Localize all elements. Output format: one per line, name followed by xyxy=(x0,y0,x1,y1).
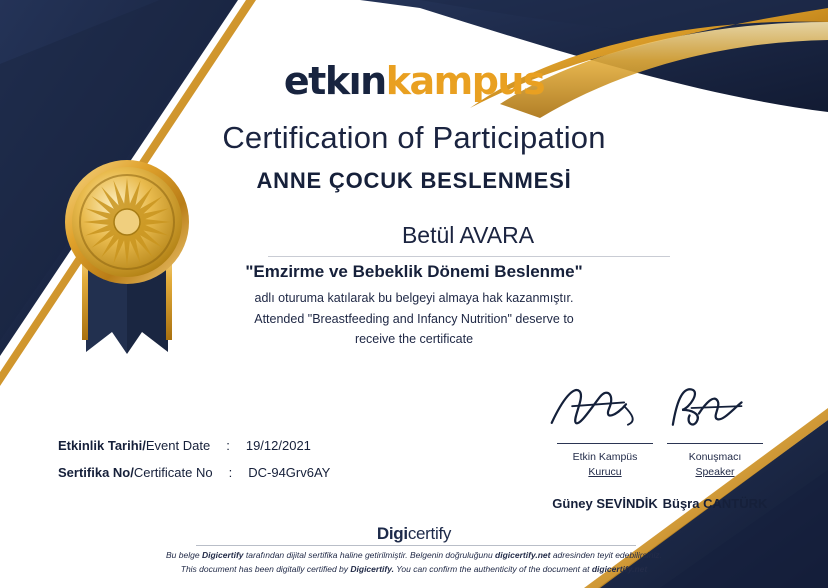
footer-line-tr xyxy=(114,548,714,562)
description-line-en-1: Attended "Breastfeeding and Infancy Nutrition" deserve to xyxy=(254,311,574,326)
digicertify-logo-bold: Digi xyxy=(376,524,408,543)
recipient-name: Betül AVARA xyxy=(401,222,535,248)
signature-role-en-speaker: Speaker xyxy=(695,466,735,479)
signature-divider-founder xyxy=(557,443,653,444)
logo-text-secondary: kampus xyxy=(385,59,545,103)
signature-block-speaker xyxy=(640,382,790,511)
certificate-no-label-tr: Sertifika No/ xyxy=(58,465,134,480)
recipient-divider xyxy=(268,256,670,257)
event-date-row xyxy=(58,438,330,453)
footer-en-c: You can confirm the authenticity of the document at xyxy=(394,564,592,575)
certificate-no-value: DC-94Grv6AY xyxy=(248,465,331,480)
footer-tr-c: tarafından dijital sertifika haline getirilmiştir. Belgenin doğruluğunu xyxy=(243,550,496,560)
event-date-separator: : xyxy=(226,438,230,453)
certificate-details xyxy=(58,438,330,492)
course-name: "Emzirme ve Bebeklik Dönemi Beslenme" xyxy=(245,262,583,281)
description-line-tr: adlı oturuma katılarak bu belgeyi almaya hak kazanmıştır. xyxy=(254,291,574,305)
certificate-description xyxy=(164,288,664,350)
footer-disclaimer xyxy=(114,548,714,577)
footer-divider xyxy=(196,545,636,546)
signature-name-speaker: Büşra CANTÜRK xyxy=(662,496,768,512)
signature-name-founder: Güney SEVİNDİK xyxy=(552,496,658,512)
certificate-no-separator: : xyxy=(228,465,233,480)
brand-logo xyxy=(0,59,828,103)
footer-en-b: Digicertify. xyxy=(350,564,394,575)
footer-en-a: This document has been digitally certified by xyxy=(180,564,351,575)
signature-role-en-founder: Kurucu xyxy=(588,466,622,479)
certificate-subtitle: ANNE ÇOCUK BESLENMESİ xyxy=(256,168,572,193)
signature-role-tr-speaker: Konuşmacı xyxy=(688,451,742,463)
digicertify-logo xyxy=(0,524,828,544)
certificate-title: Certification of Participation xyxy=(222,120,606,155)
certificate-no-row xyxy=(58,465,330,480)
footer-line-en xyxy=(114,562,714,576)
signature-divider-speaker xyxy=(667,443,763,444)
footer-tr-b: Digicertify xyxy=(201,550,244,560)
description-line-en-2: receive the certificate xyxy=(354,332,474,347)
footer-en-d: digicertify.net xyxy=(591,564,648,575)
footer-tr-d: digicertify.net xyxy=(495,550,551,560)
signature-icon-speaker xyxy=(645,382,784,434)
event-date-value: 19/12/2021 xyxy=(245,438,311,453)
event-date-label-tr: Etkinlik Tarihi/ xyxy=(58,438,146,453)
digicertify-logo-rest: certify xyxy=(407,524,452,543)
footer-tr-a: Bu belge xyxy=(166,550,202,560)
event-date-label-en: Event Date xyxy=(145,438,211,453)
logo-text-primary: etkın xyxy=(283,59,386,103)
footer-tr-e: adresinden teyit edebilirsiniz. xyxy=(550,550,662,560)
certificate-no-label-en: Certificate No xyxy=(133,465,213,480)
signature-role-tr-founder: Etkin Kampüs xyxy=(572,451,638,463)
